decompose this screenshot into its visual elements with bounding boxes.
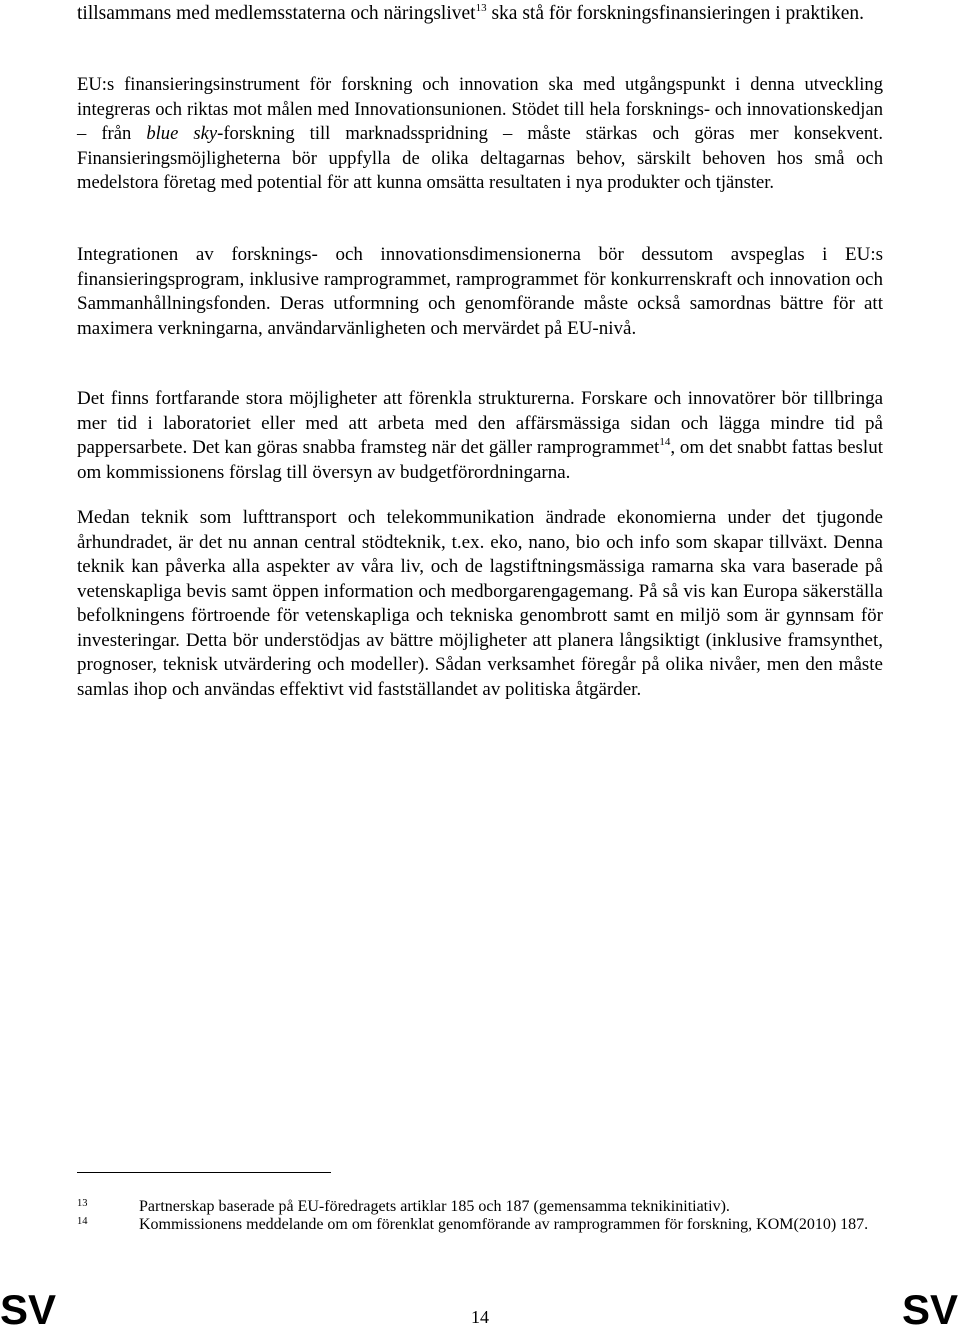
paragraph-3-text-a: Det finns fortfarande stora möjligheter att förenkla strukturerna. Forskare och innovatörer bör tillbringa mer tid i laboratoriet eller med att arbeta med den affärsmässiga sidan och lägga mindre tid på pappersarbete. Det kan göras snabba framsteg när det gäller ramprogrammet	[77, 388, 883, 458]
footnote-13-text: Partnerskap baserade på EU-föredragets artiklar 185 och 187 (gemensamma teknikinitiativ).	[139, 1198, 730, 1215]
language-code-left: SV	[0, 1286, 57, 1333]
paragraph-0-text-end: ska stå för forskningsfinansieringen i praktiken.	[486, 3, 865, 24]
footnote-14-text: Kommissionens meddelande om om förenklat genomförande av ramprogrammen för forskning, KOM(2010) 187.	[139, 1216, 869, 1233]
footnote-ref-13[interactable]: 13	[475, 2, 487, 14]
paragraph-1	[77, 73, 883, 196]
paragraph-0-text: tillsammans med medlemsstaterna och näringslivet	[77, 3, 476, 24]
footnote-ref-14[interactable]: 14	[659, 436, 671, 448]
footnote-divider	[77, 1172, 331, 1173]
language-code-right: SV	[901, 1286, 958, 1333]
page-number: 14	[471, 1307, 489, 1327]
paragraph-3-text-b: , om det snabbt fattas beslut om kommissionens förslag till översyn av budgetförordningarna.	[77, 437, 883, 483]
footnote-13-number: 13	[77, 1198, 88, 1209]
paragraph-1-text-a: EU:s finansieringsinstrument för forskning och innovation ska med utgångspunkt i denna utveckling integreras och riktas mot målen med Innovationsunionen. Stödet till hela forsknings- och innovationskedjan – från	[77, 74, 883, 144]
paragraph-1-text-b: -forskning till marknadsspridning – måste stärkas och göras mer konsekvent. Finansieringsmöjligheterna bör uppfylla de olika deltagarnas behov, särskilt behoven hos små och medelstora företag med potential för att kunna omsätta resultaten i nya produkter och tjänster.	[77, 123, 883, 193]
paragraph-4: Medan teknik som lufttransport och telekommunikation ändrade ekonomierna under det tjugonde århundradet, är det nu annan central stödteknik, t.ex. eko, nano, bio och info som skapar tillväxt. Denna teknik kan påverka alla aspekter av våra liv, och de lagstiftningsmässiga ramarna ska vara baserade på vetenskapliga bevis samt öppen information och medborgarengagemang. På så vis kan Europa säkerställa befolkningens förtroende för vetenskapliga och tekniska genombrott samt en miljö som är gynnsam för investeringar. Detta bör understödjas av bättre möjligheter att planera långsiktigt (inklusive framsynthet, prognoser, teknisk utvärdering och modeller). Sådan verksamhet föregår på olika nivåer, men den måste samlas ihop och användas effektivt vid fastställandet av politiska åtgärder.	[77, 507, 883, 700]
footnote-14-number: 14	[77, 1216, 88, 1227]
paragraph-0	[77, 2, 883, 27]
paragraph-3	[77, 387, 883, 485]
paragraph-1-italic: blue sky	[146, 123, 218, 144]
paragraph-2: Integrationen av forsknings- och innovationsdimensionerna bör dessutom avspeglas i EU:s finansieringsprogram, inklusive ramprogrammet, ramprogrammet för konkurrenskraft och innovation och Sammanhållningsfonden. Deras utformning och genomförande måste också samordnas bättre för att maximera verkningarna, användarvänligheten och mervärdet på EU-nivå.	[77, 244, 883, 339]
